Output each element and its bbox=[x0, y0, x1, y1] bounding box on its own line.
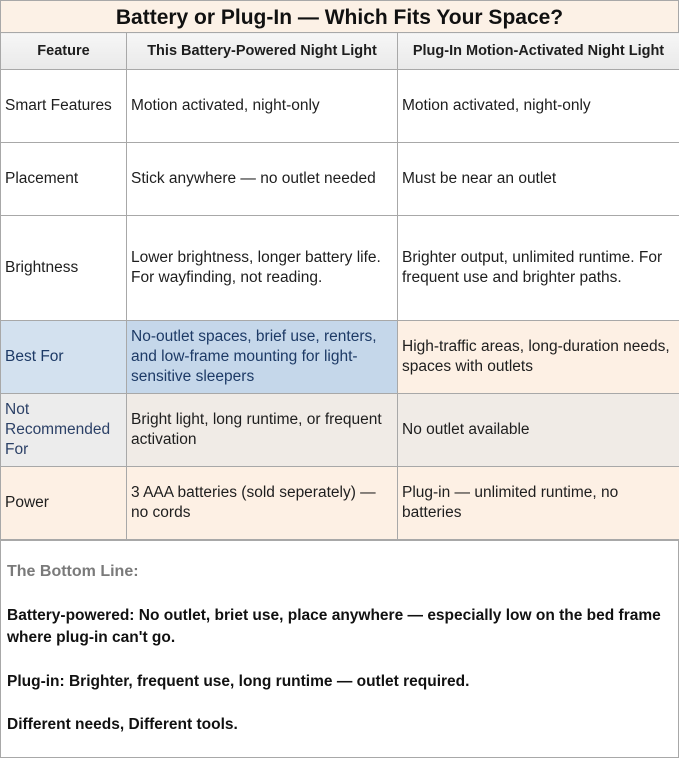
table-row bbox=[1, 394, 679, 467]
battery-cell: Lower brightness, longer battery life. For wayfinding, not reading. bbox=[127, 216, 398, 321]
feature-cell: Brightness bbox=[1, 216, 127, 321]
feature-cell: Best For bbox=[1, 321, 127, 394]
bottom-line-section bbox=[0, 540, 679, 758]
battery-cell: Bright light, long runtime, or frequent activation bbox=[127, 394, 398, 467]
table-header-row bbox=[1, 33, 679, 70]
feature-cell: Smart Features bbox=[1, 70, 127, 143]
feature-cell: Not Recommended For bbox=[1, 394, 127, 467]
table-row bbox=[1, 70, 679, 143]
table-row bbox=[1, 216, 679, 321]
feature-cell: Placement bbox=[1, 143, 127, 216]
battery-cell: No-outlet spaces, brief use, renters, and low-frame mounting for light-sensitive sleepers bbox=[127, 321, 398, 394]
header-plugin: Plug-In Motion-Activated Night Light bbox=[398, 33, 679, 70]
plugin-cell: High-traffic areas, long-duration needs, spaces with outlets bbox=[398, 321, 679, 394]
bottom-line-heading: The Bottom Line: bbox=[7, 563, 139, 580]
battery-cell: Stick anywhere — no outlet needed bbox=[127, 143, 398, 216]
header-battery: This Battery-Powered Night Light bbox=[127, 33, 398, 70]
plugin-cell: No outlet available bbox=[398, 394, 679, 467]
header-feature: Feature bbox=[1, 33, 127, 70]
feature-cell: Power bbox=[1, 467, 127, 540]
table-row bbox=[1, 467, 679, 540]
bottom-line-plugin: Plug-in: Brighter, frequent use, long runtime — outlet required. bbox=[7, 673, 470, 690]
table-row bbox=[1, 143, 679, 216]
plugin-cell: Brighter output, unlimited runtime. For frequent use and brighter paths. bbox=[398, 216, 679, 321]
plugin-cell: Plug-in — unlimited runtime, no batteries bbox=[398, 467, 679, 540]
comparison-table bbox=[0, 32, 679, 540]
battery-cell: Motion activated, night-only bbox=[127, 70, 398, 143]
page-title: Battery or Plug-In — Which Fits Your Space? bbox=[0, 0, 679, 33]
bottom-line-battery: Battery-powered: No outlet, briet use, place anywhere — especially low on the bed frame where plug-in can't go. bbox=[7, 607, 661, 646]
battery-cell: 3 AAA batteries (sold seperately) — no cords bbox=[127, 467, 398, 540]
table-row bbox=[1, 321, 679, 394]
bottom-line-closing: Different needs, Different tools. bbox=[7, 716, 238, 733]
plugin-cell: Must be near an outlet bbox=[398, 143, 679, 216]
plugin-cell: Motion activated, night-only bbox=[398, 70, 679, 143]
